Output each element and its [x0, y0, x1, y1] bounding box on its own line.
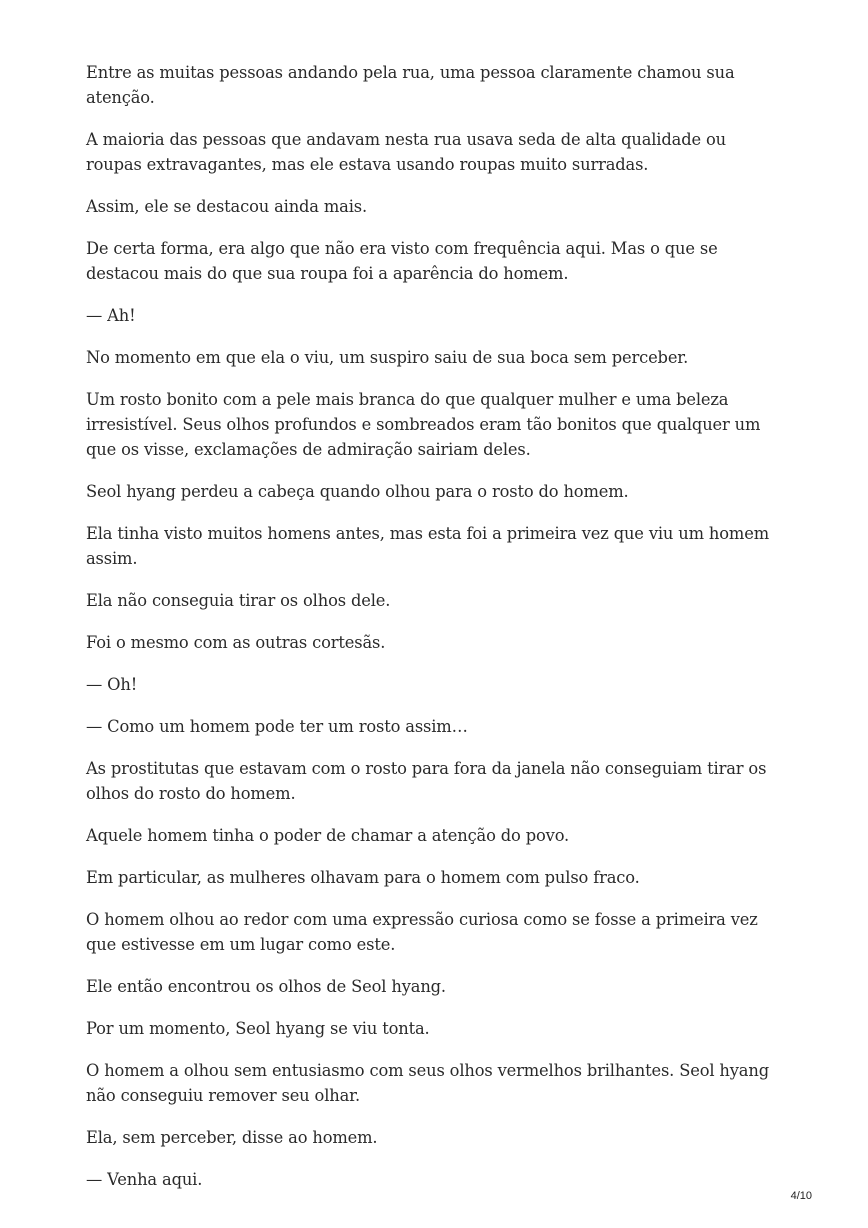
- paragraph: O homem a olhou sem entusiasmo com seus olhos vermelhos brilhantes. Seol hyang não conseguiu remover seu olhar.: [86, 1061, 769, 1105]
- paragraph: Entre as muitas pessoas andando pela rua, uma pessoa claramente chamou sua atenção.: [86, 63, 735, 107]
- paragraph: Assim, ele se destacou ainda mais.: [86, 197, 368, 216]
- paragraph: O homem olhou ao redor com uma expressão curiosa como se fosse a primeira vez que estivesse em um lugar como este.: [86, 910, 758, 954]
- paragraph: — Venha aqui.: [86, 1170, 203, 1189]
- paragraph: A maioria das pessoas que andavam nesta rua usava seda de alta qualidade ou roupas extravagantes, mas ele estava usando roupas muito surradas.: [86, 130, 726, 174]
- paragraph: As prostitutas que estavam com o rosto para fora da janela não conseguiam tirar os olhos do rosto do homem.: [86, 759, 767, 803]
- page-number: 4/10: [790, 1190, 812, 1202]
- paragraph: Foi o mesmo com as outras cortesãs.: [86, 633, 386, 652]
- document-page: [86, 60, 782, 1209]
- paragraph: Aquele homem tinha o poder de chamar a atenção do povo.: [86, 826, 570, 845]
- paragraph: — Como um homem pode ter um rosto assim…: [86, 717, 468, 736]
- paragraph: — Ah!: [86, 306, 136, 325]
- paragraph: Ela, sem perceber, disse ao homem.: [86, 1128, 378, 1147]
- paragraph: Ela tinha visto muitos homens antes, mas esta foi a primeira vez que viu um homem assim.: [86, 524, 769, 568]
- paragraph: Seol hyang perdeu a cabeça quando olhou para o rosto do homem.: [86, 482, 629, 501]
- paragraph: Ela não conseguia tirar os olhos dele.: [86, 591, 391, 610]
- paragraph: De certa forma, era algo que não era visto com frequência aqui. Mas o que se destacou mais do que sua roupa foi a aparência do homem.: [86, 239, 718, 283]
- paragraph: No momento em que ela o viu, um suspiro saiu de sua boca sem perceber.: [86, 348, 689, 367]
- paragraph: Por um momento, Seol hyang se viu tonta.: [86, 1019, 430, 1038]
- paragraph: Um rosto bonito com a pele mais branca do que qualquer mulher e uma beleza irresistível. Seus olhos profundos e sombreados eram tão bonitos que qualquer um que os visse, exclamações de admiração sairiam deles.: [86, 390, 761, 459]
- paragraph: Ele então encontrou os olhos de Seol hyang.: [86, 977, 446, 996]
- paragraph: — Oh!: [86, 675, 138, 694]
- paragraph: Em particular, as mulheres olhavam para o homem com pulso fraco.: [86, 868, 640, 887]
